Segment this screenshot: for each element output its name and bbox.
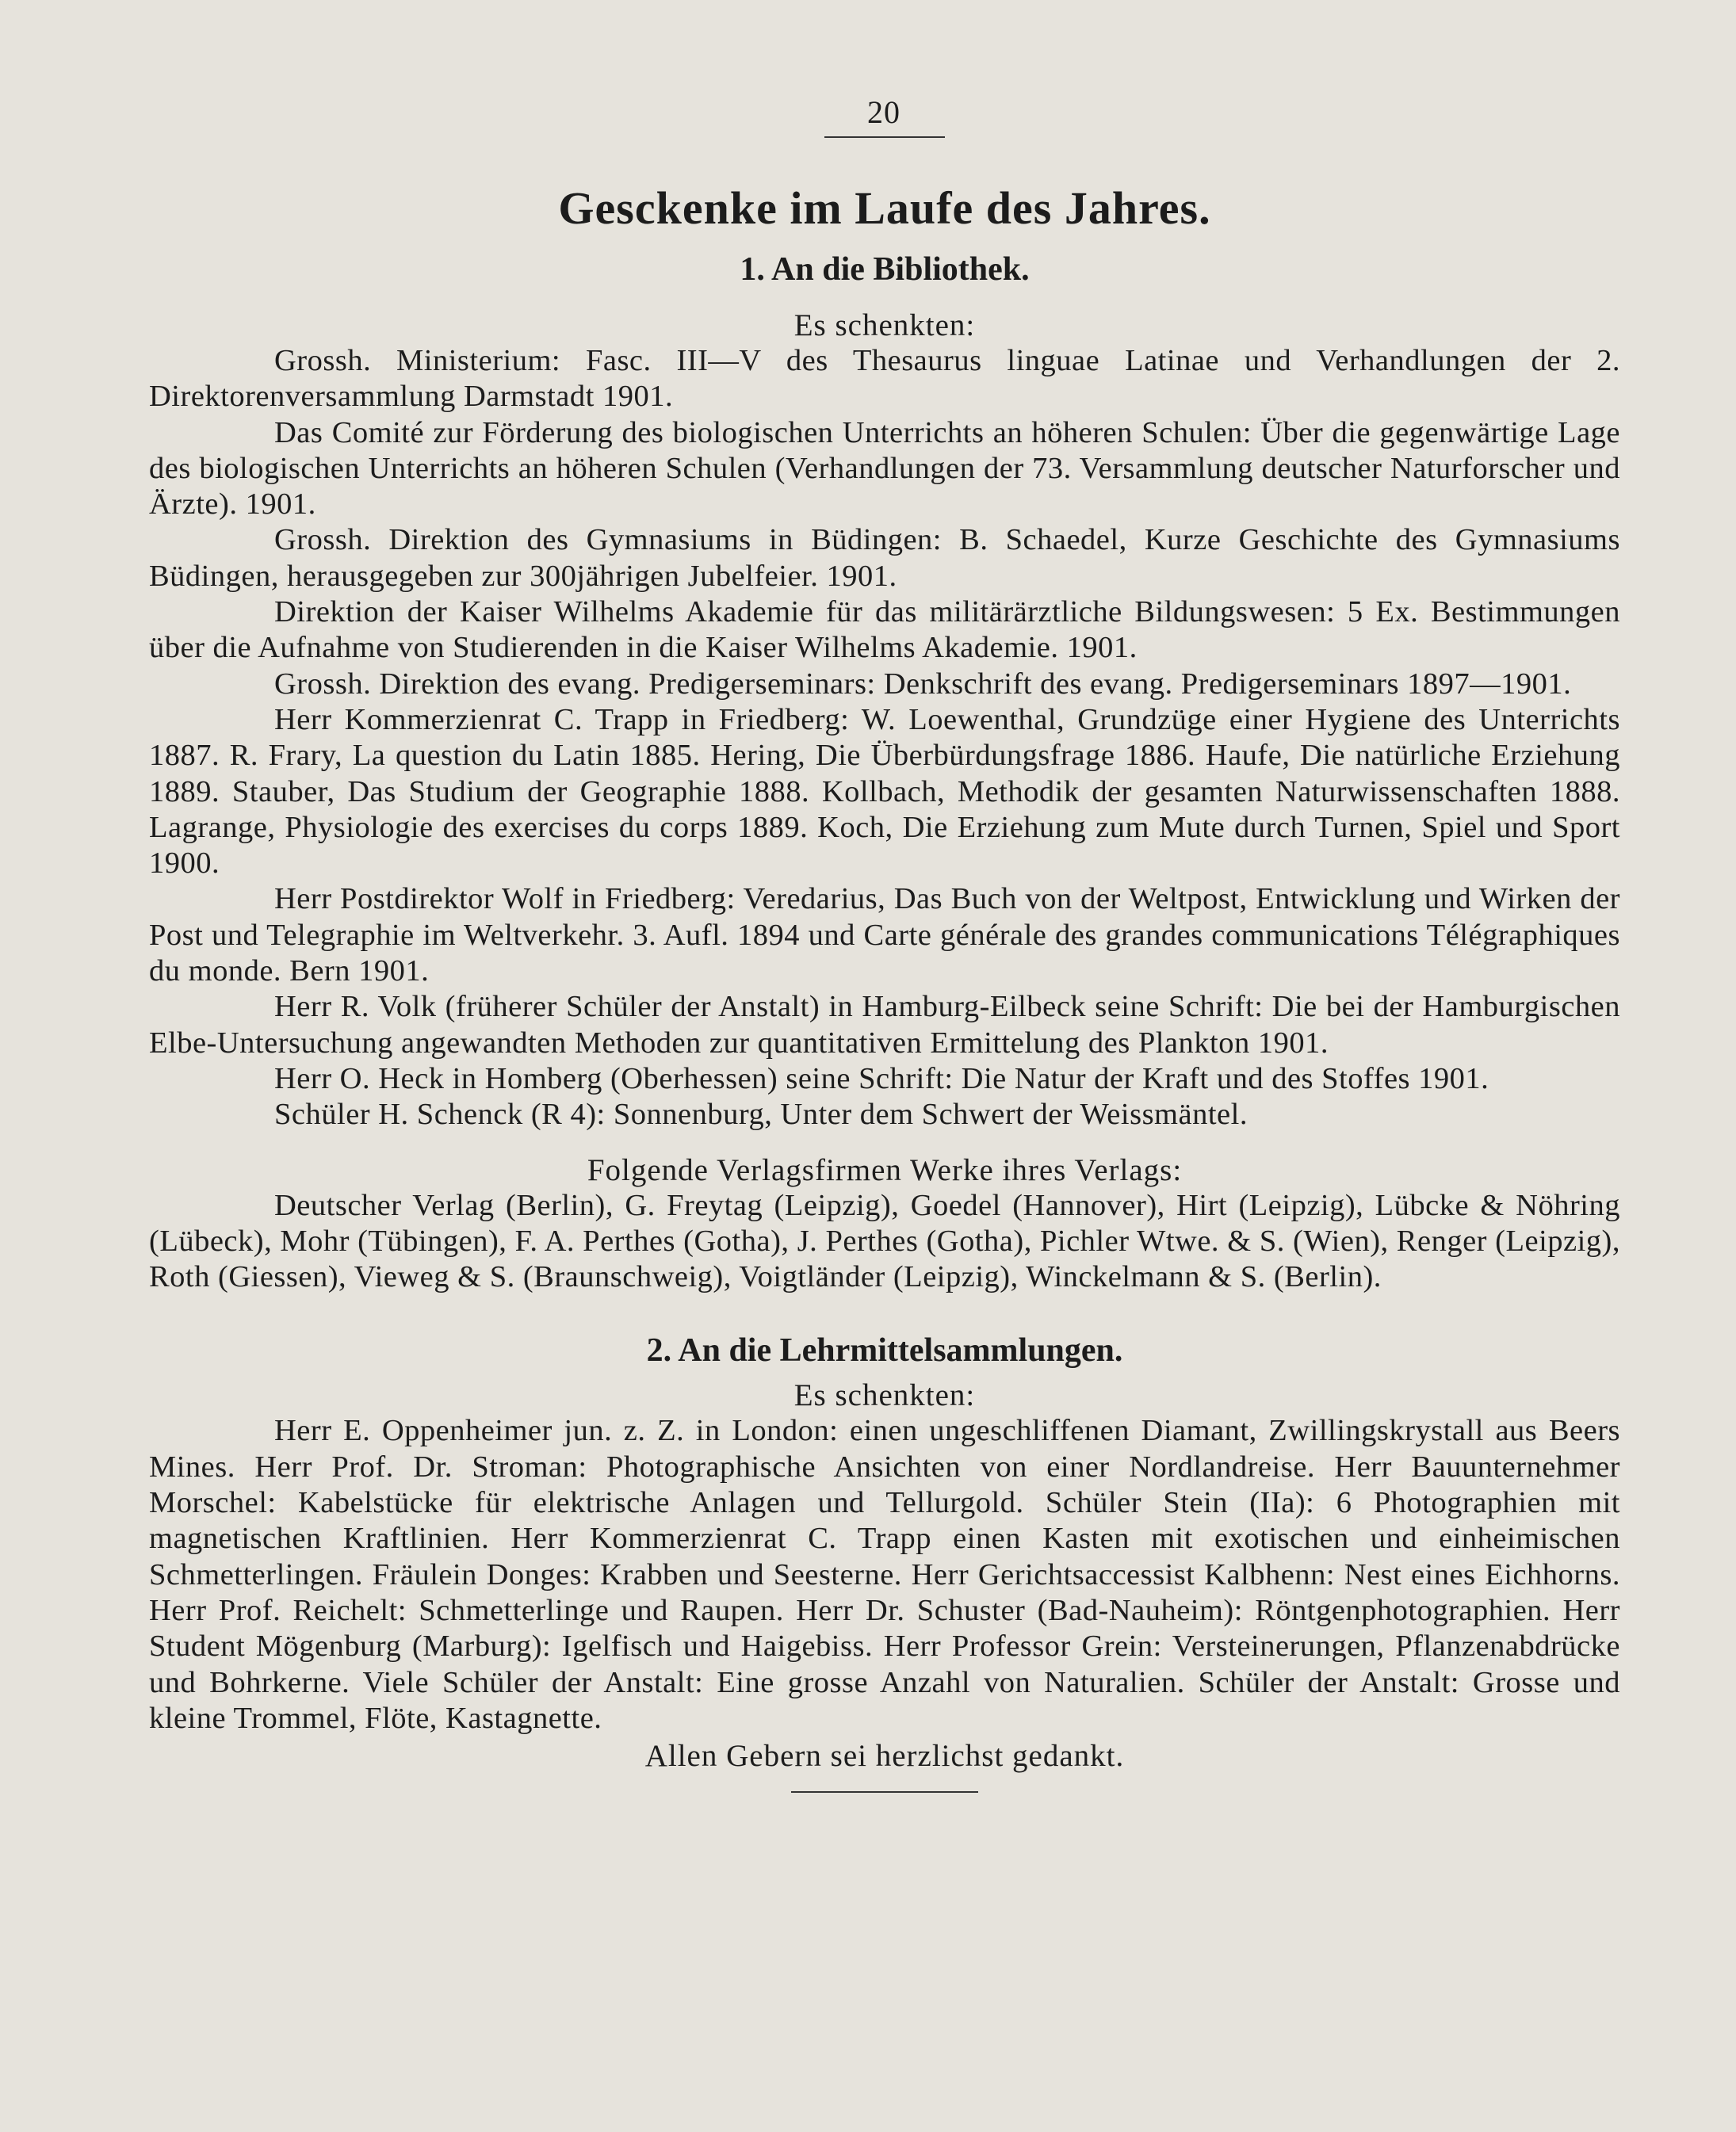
page-number: 20 [867,94,901,130]
donation-entry: Herr Postdirektor Wolf in Friedberg: Veredarius, Das Buch von der Weltpost, Entwicklung und Wirken der Post und Telegraphie im Weltverkehr. 3. Aufl. 1894 und Carte générale des grandes communications Télégraphiques du monde. Bern 1901. [149,882,1620,988]
donation-entry: Grossh. Direktion des evang. Predigerseminars: Denkschrift des evang. Predigerseminars 1897—1901. [274,667,1572,701]
publishers-heading: Folgende Verlagsfirmen Werke ihres Verlags: [587,1152,1183,1187]
donation-entry: Grossh. Ministerium: Fasc. III—V des Thesaurus linguae Latinae und Verhandlungen der 2. Direktorenversammlung Darmstadt 1901. [149,344,1620,414]
donation-entry: Grossh. Direktion des Gymnasiums in Büdingen: B. Schaedel, Kurze Geschichte des Gymnasiums Büdingen, herausgegeben zur 300jährigen Jubelfeier. 1901. [149,523,1620,593]
section-heading-teaching-collections: 2. An die Lehrmittelsammlungen. [646,1332,1123,1370]
section-intro-library: Es schenkten: [793,308,976,342]
section-intro-teaching-collections: Es schenkten: [793,1378,976,1413]
donation-entry: Schüler H. Schenck (R 4): Sonnenburg, Unter dem Schwert der Weissmäntel. [274,1098,1248,1132]
donation-entry: Herr O. Heck in Homberg (Oberhessen) seine Schrift: Die Natur der Kraft und des Stoffes 1901. [274,1061,1489,1095]
page-number-rule [824,136,945,138]
donation-entry: Das Comité zur Förderung des biologischen Unterrichts an höheren Schulen: Über die gegenwärtige Lage des biologischen Unterrichts an höheren Schulen (Verhandlungen der 73. Versammlung deutscher Naturforscher und Ärzte). 1901. [149,415,1620,522]
text-column [149,181,1620,1793]
donation-entry: Herr Kommerzienrat C. Trapp in Friedberg: W. Loewenthal, Grundzüge einer Hygiene des Unterrichts 1887. R. Frary, La question du Latin 1885. Hering, Die Überbürdungsfrage 1886. Haufe, Die natürliche Erziehung 1889. Stauber, Das Studium der Geographie 1888. Kollbach, Methodik der gesamten Naturwissenschaften 1888. Lagrange, Physiologie des exercises du corps 1889. Koch, Die Erziehung zum Mute durch Turnen, Spiel und Sport 1900. [149,702,1620,881]
donation-entry: Herr R. Volk (früherer Schüler der Anstalt) in Hamburg-Eilbeck seine Schrift: Die bei der Hamburgischen Elbe-Untersuchung angewandten Methoden zur quantitativen Ermittelung des Plankton 1901. [149,990,1620,1060]
page-title: Gesckenke im Laufe des Jahres. [558,182,1211,234]
section-heading-library: 1. An die Bibliothek. [740,251,1030,288]
publishers-list: Deutscher Verlag (Berlin), G. Freytag (Leipzig), Goedel (Hannover), Hirt (Leipzig), Lübcke & Nöhring (Lübeck), Mohr (Tübingen), F. A. Perthes (Gotha), J. Perthes (Gotha), Pichler Wtwe. & S. (Wien), Renger (Leipzig), Roth (Giessen), Vieweg & S. (Braunschweig), Voigtländer (Leipzig), Winckelmann & S. (Berlin). [149,1188,1620,1294]
teaching-collections-donations: Herr E. Oppenheimer jun. z. Z. in London: einen ungeschliffenen Diamant, Zwillingskrystall aus Beers Mines. Herr Prof. Dr. Stroman: Photographische Ansichten von einer Nordlandreise. Herr Bauunternehmer Morschel: Kabelstücke für elektrische Anlagen und Tellurgold. Schüler Stein (IIa): 6 Photographien mit magnetischen Kraftlinien. Herr Kommerzienrat C. Trapp einen Kasten mit exotischen und einheimischen Schmetterlingen. Fräulein Donges: Krabben und Seesterne. Herr Gerichtsaccessist Kalbhenn: Nest eines Eichhorns. Herr Prof. Reichelt: Schmetterlinge und Raupen. Herr Dr. Schuster (Bad-Nauheim): Röntgenphotographien. Herr Student Mögenburg (Marburg): Igelfisch und Haigebiss. Herr Professor Grein: Versteinerungen, Pflanzenabdrücke und Bohrkerne. Viele Schüler der Anstalt: Eine grosse Anzahl von Naturalien. Schüler der Anstalt: Grosse und kleine Trommel, Flöte, Kastagnette. [149,1414,1620,1735]
donation-entry: Direktion der Kaiser Wilhelms Akademie für das militärärztliche Bildungswesen: 5 Ex. Bestimmungen über die Aufnahme von Studierenden in die Kaiser Wilhelms Akademie. 1901. [149,595,1620,665]
closing-thanks: Allen Gebern sei herzlichst gedankt. [644,1739,1125,1774]
end-rule [791,1791,978,1793]
